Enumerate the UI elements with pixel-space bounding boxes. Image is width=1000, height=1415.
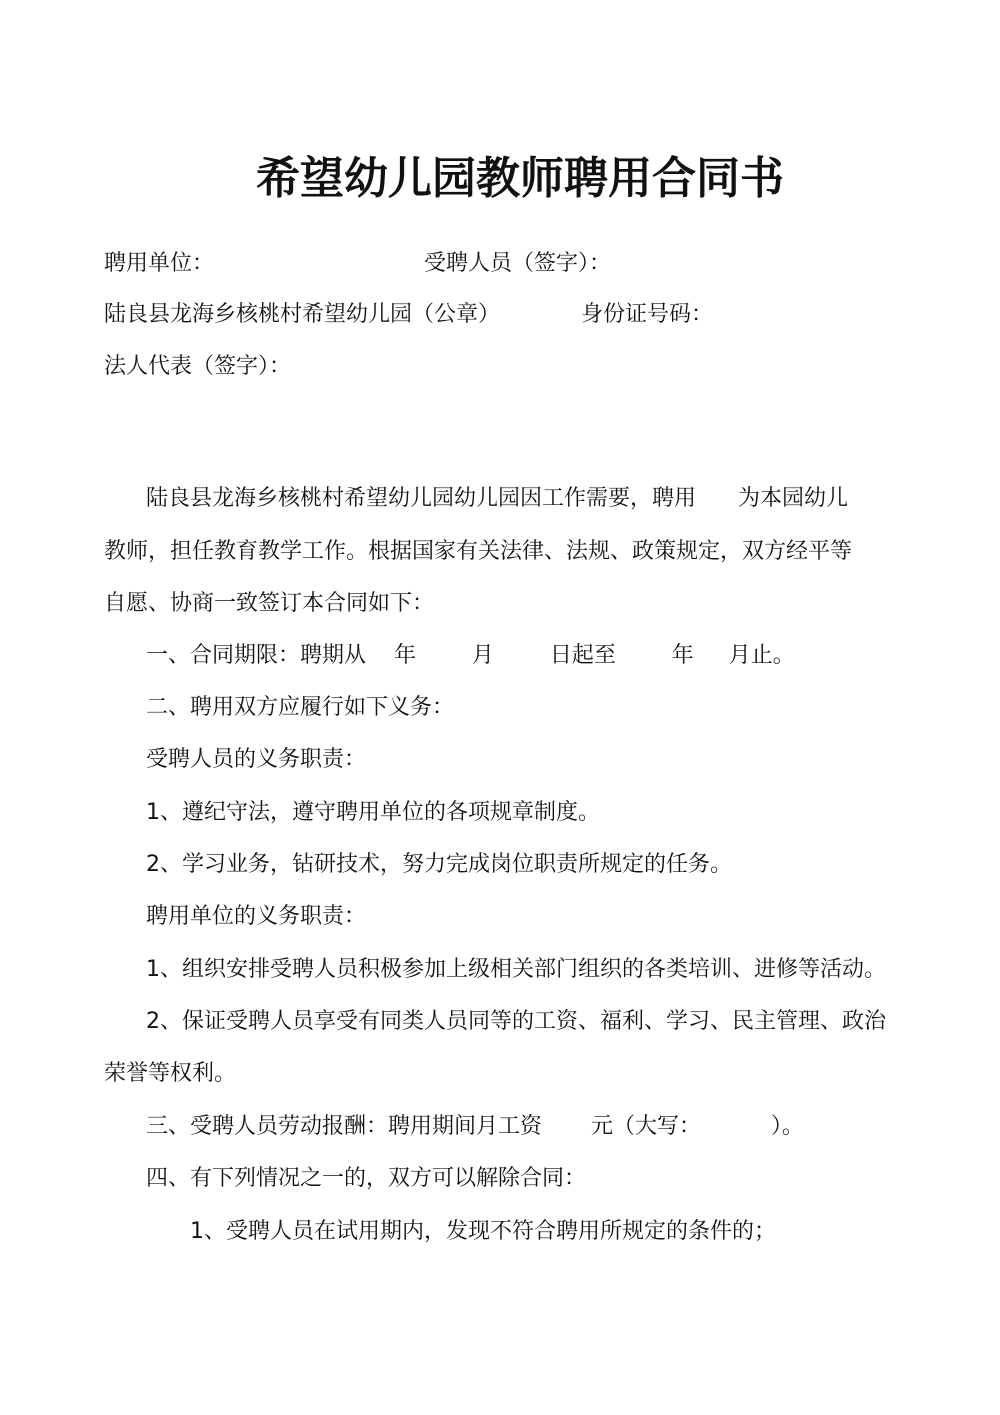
clause-4-termination: 四、有下列情况之一的，双方可以解除合同： xyxy=(146,1166,587,1191)
clause-2-obligations: 二、聘用双方应履行如下义务： xyxy=(146,695,455,720)
employer-label: 聘用单位： xyxy=(104,251,215,276)
clause-1-term: 一、合同期限：聘期从 年 月 日起至 年 月止。 xyxy=(146,643,795,668)
employer-duty-1: 1、组织安排受聘人员积极参加上级相关部门组织的各类培训、进修等活动。 xyxy=(146,957,886,982)
employee-signature-label: 受聘人员（签字）： xyxy=(424,251,612,276)
intro-line-3: 自愿、协商一致签订本合同如下： xyxy=(104,591,435,616)
document-title: 希望幼儿园教师聘用合同书 xyxy=(256,153,784,204)
employee-duty-2: 2、学习业务，钻研技术，努力完成岗位职责所规定的任务。 xyxy=(146,852,732,877)
clause-3-remuneration: 三、受聘人员劳动报酬：聘用期间月工资 元（大写： ）。 xyxy=(146,1114,804,1139)
employer-duty-2-line-2: 荣誉等权利。 xyxy=(104,1061,237,1086)
intro-line-1: 陆良县龙海乡核桃村希望幼儿园幼儿园因工作需要，聘用 为本园幼儿 xyxy=(146,486,848,511)
id-number-label: 身份证号码： xyxy=(581,302,714,327)
clause-4-item-1: 1、受聘人员在试用期内，发现不符合聘用所规定的条件的； xyxy=(190,1219,776,1244)
employer-duty-2-line-1: 2、保证受聘人员享受有同类人员同等的工资、福利、学习、民主管理、政治 xyxy=(146,1009,886,1034)
employer-duties-title: 聘用单位的义务职责： xyxy=(146,904,367,929)
legal-representative-label: 法人代表（签字）： xyxy=(104,354,292,379)
employee-duties-title: 受聘人员的义务职责： xyxy=(146,747,367,772)
intro-line-2: 教师，担任教育教学工作。根据国家有关法律、法规、政策规定，双方经平等 xyxy=(104,539,853,564)
employee-duty-1: 1、遵纪守法，遵守聘用单位的各项规章制度。 xyxy=(146,800,600,825)
employer-name: 陆良县龙海乡核桃村希望幼儿园（公章） xyxy=(104,302,501,327)
